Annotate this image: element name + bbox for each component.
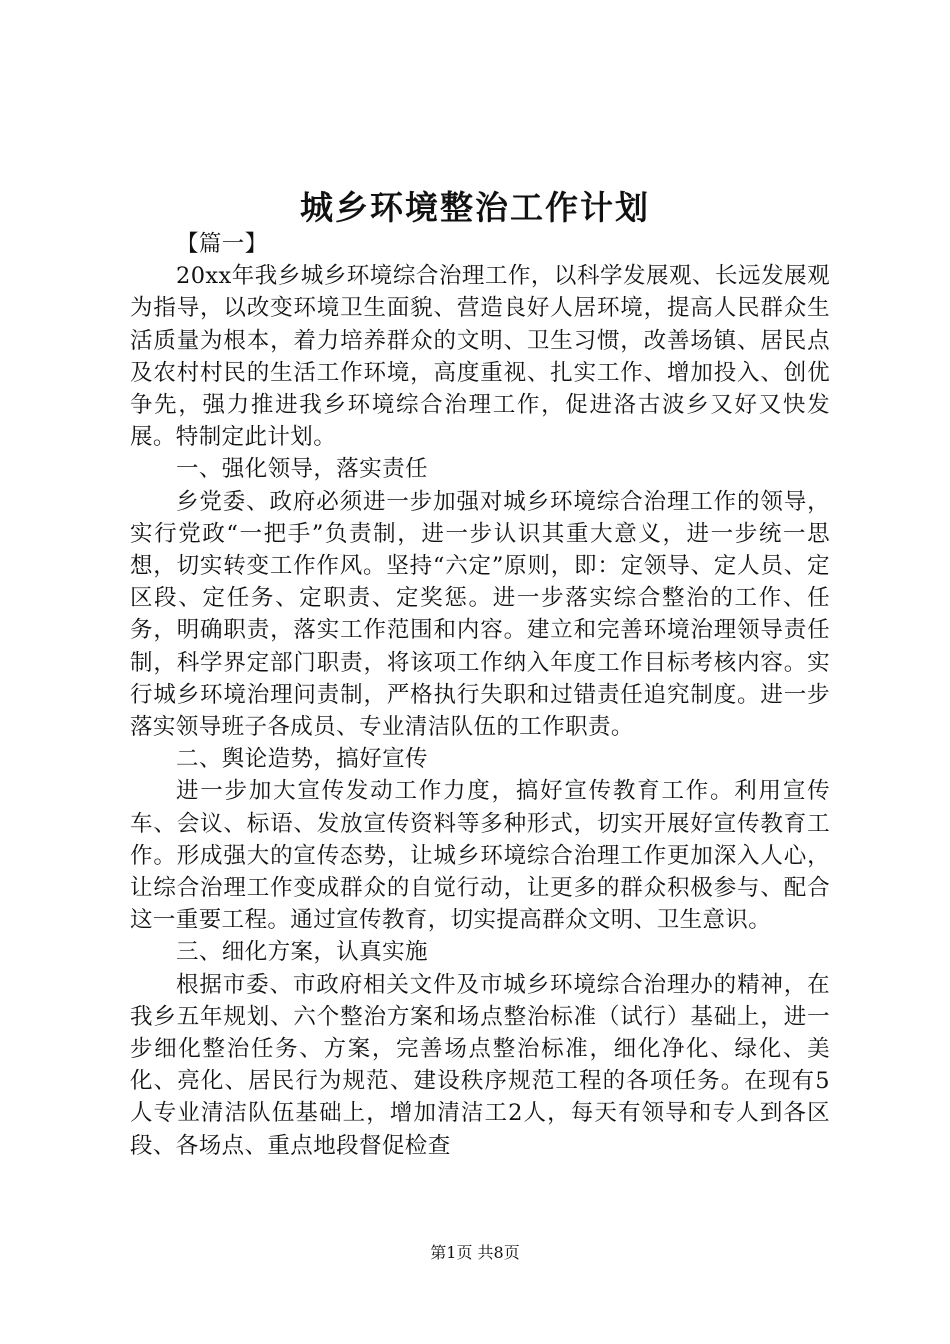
body-paragraph-1: 乡党委、政府必须进一步加强对城乡环境综合治理工作的领导，实行党政“一把手”负责制，进一步认识其重大意义，进一步统一思想，切实转变工作作风。坚持“六定”原则，即：定领导、定人员、定区段、定任务、定职责、定奖惩。进一步落实综合整治的工作、任务，明确职责，落实工作范围和内容。建立和完善环境治理领导责任制，科学界定部门职责，将该项工作纳入年度工作目标考核内容。实行城乡环境治理问责制，严格执行失职和过错责任追究制度。进一步落实领导班子各成员、专业清洁队伍的工作职责。	[130, 488, 830, 741]
document-body	[130, 228, 830, 1162]
page-number-footer: 第1页 共8页	[430, 1243, 520, 1262]
section-heading-2: 二、舆论造势，搞好宣传	[176, 746, 428, 773]
body-paragraph-2: 进一步加大宣传发动工作力度，搞好宣传教育工作。利用宣传车、会议、标语、发放宣传资料等多种形式，切实开展好宣传教育工作。形成强大的宣传态势，让城乡环境综合治理工作更加深入人心，让综合治理工作变成群众的自觉行动，让更多的群众积极参与、配合这一重要工程。通过宣传教育，切实提高群众文明、卫生意识。	[130, 778, 830, 934]
body-paragraph-intro: 20xx年我乡城乡环境综合治理工作，以科学发展观、长远发展观为指导，以改变环境卫生面貌、营造良好人居环境，提高人民群众生活质量为根本，着力培养群众的文明、卫生习惯，改善场镇、居民点及农村村民的生活工作环境，高度重视、扎实工作、增加投入、创优争先，强力推进我乡环境综合治理工作，促进洛古波乡又好又快发展。特制定此计划。	[130, 263, 830, 451]
document-title: 城乡环境整治工作计划	[300, 188, 650, 227]
section-heading-1: 一、强化领导，落实责任	[176, 456, 428, 483]
section-marker: 【篇一】	[176, 231, 268, 257]
body-paragraph-3: 根据市委、市政府相关文件及市城乡环境综合治理办的精神，在我乡五年规划、六个整治方案和场点整治标准（试行）基础上，进一步细化整治任务、方案，完善场点整治标准，细化净化、绿化、美化、亮化、居民行为规范、建设秩序规范工程的各项任务。在现有5人专业清洁队伍基础上，增加清洁工2人，每天有领导和专人到各区段、各场点、重点地段督促检查	[130, 971, 830, 1159]
section-heading-3: 三、细化方案，认真实施	[176, 939, 428, 966]
